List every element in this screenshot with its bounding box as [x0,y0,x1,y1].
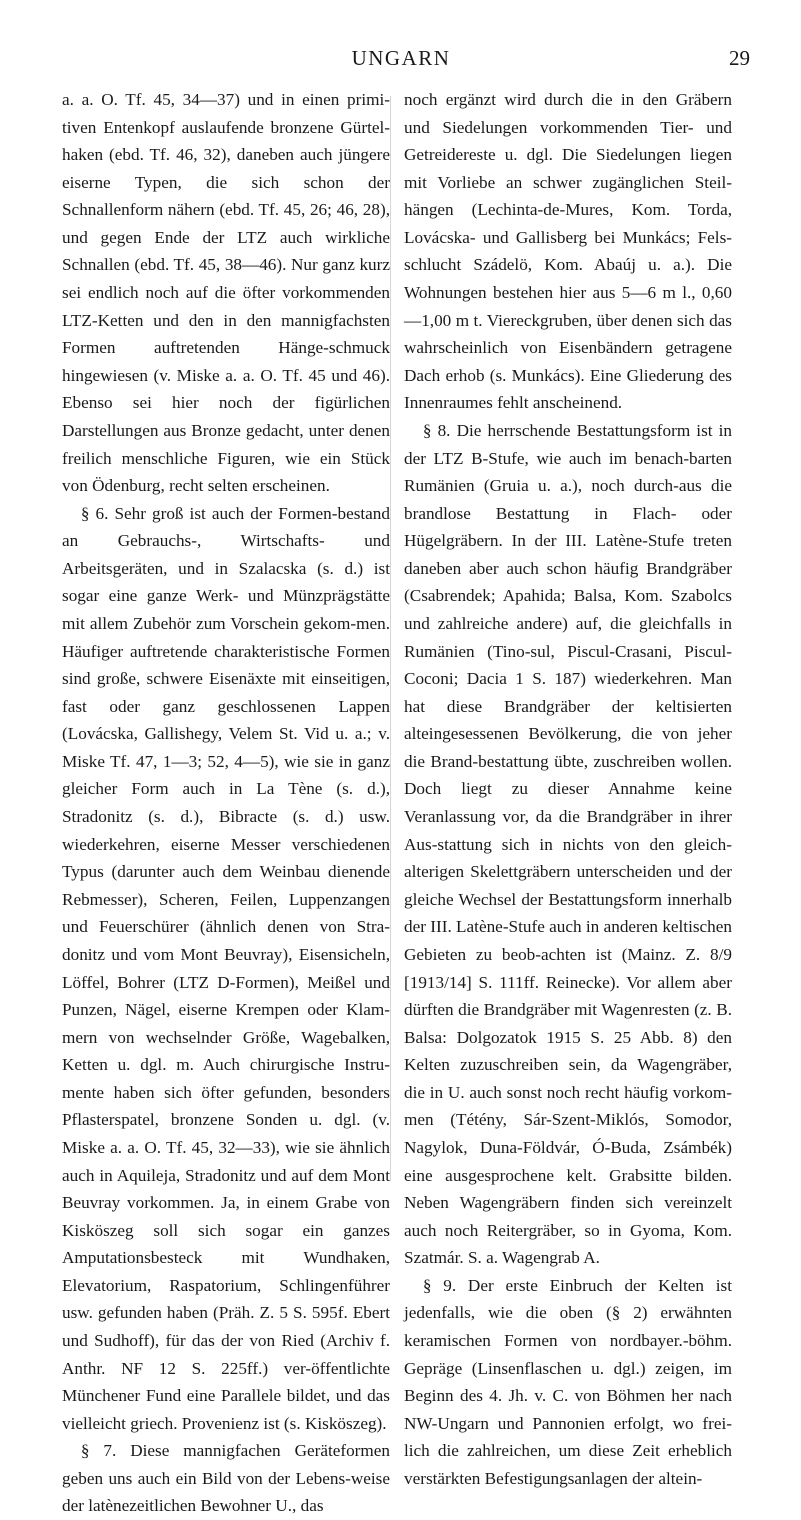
paragraph: noch ergänzt wird durch die in den Gräbern und Siedelungen vorkommenden Tier- und Getreidereste u. dgl. Die Siedelungen liegen mit Vorliebe an schwer zugänglichen Steil-hängen (Lechinta-de-Mures, Kom. Torda, Lovácska- und Gallisberg bei Munkács; Fels-schlucht Szádelö, Kom. Abaúj u. a.). Die Wohnungen bestehen hier aus 5—6 m l., 0,60 —1,00 m t. Viereckgruben, über denen sich das wahrscheinlich von Eisenbändern getragene Dach erhob (s. Munkács). Eine Gliederung des Innenraumes fehlt anscheinend. [404,90,732,413]
paragraph-section-6: § 6. Sehr groß ist auch der Formen-bestand an Gebrauchs-, Wirtschafts- und Arbeitsgeräten, und in Szalacska (s. d.) ist sogar eine ganze Werk- und Münzprägstätte mit allem Zubehör zum Vorschein gekom-men. Häufiger auftretende charakteristische Formen sind große, schwere Eisenäxte mit einseitigen, fast oder ganz geschlossenen Lappen (Lovácska, Gallishegy, Velem St. Vid u. a.; v. Miske Tf. 47, 1—3; 52, 4—5), wie sie in ganz gleicher Form auch in La Tène (s. d.), Stradonitz (s. d.), Bibracte (s. d.) usw. wiederkehren, eiserne Messer verschiedenen Typus (darunter auch dem Weinbau dienende Rebmesser), Scheren, Feilen, Luppenzangen und Feuerschürer (ähnlich denen von Stra-donitz und vom Mont Beuvray), Eisensicheln, Löffel, Bohrer (LTZ D-Formen), Meißel und Punzen, Nägel, eiserne Krempen oder Klam-mern von wechselnder Größe, Wagebalken, Ketten u. dgl. m. Auch chirurgische Instru-mente haben sich öfter gefunden, besonders Pflasterspatel, bronzene Sonden u. dgl. (v. Miske a. a. O. Tf. 45, 32—33), wie sie ähnlich auch in Aquileja, Stradonitz und auf dem Mont Beuvray vorkommen. Ja, in einem Grabe von Kisköszeg soll sich sogar ein ganzes Amputationsbesteck mit Wundhaken, Elevatorium, Raspatorium, Schlingenführer usw. gefunden haben (Präh. Z. 5 S. 595f. Ebert und Sudhoff), für das der von Ried (Archiv f. Anthr. NF 12 S. 225ff.) ver-öffentlichte Münchener Fund eine Parallele bildet, und das vielleicht griech. Provenienz ist (s. Kisköszeg). [62,503,390,1433]
column-divider [390,96,391,1181]
paragraph-section-7: § 7. Diese mannigfachen Geräteformen geben uns auch ein Bild von der Lebens-weise der latènezeitlichen Bewohner U., das [62,1441,390,1516]
running-title: UNGARN [351,46,451,70]
page-header [52,46,750,76]
paragraph-section-9: § 9. Der erste Einbruch der Kelten ist jedenfalls, wie die oben (§ 2) erwähnten keramischen Formen von nordbayer.-böhm. Gepräge (Linsenflaschen u. dgl.) zeigen, im Beginn des 4. Jh. v. C. von Böhmen her nach NW-Ungarn und Pannonien erfolgt, wo frei-lich die zahlreichen, um diese Zeit erheblich verstärkten Befestigungsanlagen der altein- [404,1275,732,1488]
left-column [62,86,390,1520]
paragraph: a. a. O. Tf. 45, 34—37) und in einen primi-tiven Entenkopf auslaufende bronzene Gürtel-haken (ebd. Tf. 46, 32), daneben auch jüngere eiserne Typen, die sich schon der Schnallenform nähern (ebd. Tf. 45, 26; 46, 28), und gegen Ende der LTZ auch wirkliche Schnallen (ebd. Tf. 45, 38—46). Nur ganz kurz sei endlich noch auf die öfter vorkommenden LTZ-Ketten und den in den mannigfachsten Formen auftretenden Hänge-schmuck hingewiesen (v. Miske a. a. O. Tf. 45 und 46). Ebenso sei hier noch der figürlichen Darstellungen aus Bronze gedacht, unter denen freilich menschliche Figuren, wie ein Stück von Ödenburg, recht selten erscheinen. [62,90,390,496]
page-number: 29 [729,46,750,70]
paragraph-section-8: § 8. Die herrschende Bestattungsform ist in der LTZ B-Stufe, wie auch im benach-barten Rumänien (Gruia u. a.), noch durch-aus die brandlose Bestattung in Flach- oder Hügelgräbern. In der III. Latène-Stufe treten daneben aber auch schon häufig Brandgräber (Csabrendek; Apahida; Balsa, Kom. Szabolcs und zahlreiche andere) auf, die gleichfalls in Rumänien (Tino-sul, Piscul-Crasani, Piscul-Coconi; Dacia 1 S. 187) wiederkehren. Man hat diese Brandgräber der keltisierten alteingesessenen Bevölkerung, die von jeher die Brand-bestattung übte, zuschreiben wollen. Doch liegt zu dieser Annahme keine Veranlassung vor, da die Brandgräber in ihrer Aus-stattung sich in nichts von den gleich-alterigen Skelettgräbern unterscheiden und der gleiche Wechsel der Bestattungsform innerhalb der III. Latène-Stufe auch in anderen keltischen Gebieten zu beob-achten ist (Mainz. Z. 8/9 [1913/14] S. 111ff. Reinecke). Vor allem aber dürften die Brandgräber mit Wagenresten (z. B. Balsa: Dolgozatok 1915 S. 25 Abb. 8) den Kelten zuzuschreiben sein, da Wagengräber, die in U. auch sonst noch recht häufig vorkom-men (Tétény, Sár-Szent-Miklós, Somodor, Nagylok, Duna-Földvár, Ó-Buda, Zsámbék) eine ausgesprochene kelt. Grabsitte bilden. Neben Wagengräbern finden sich vereinzelt auch noch Reitergräber, so in Gyoma, Kom. Szatmár. S. a. Wagengrab A. [404,420,732,1268]
right-column [404,86,732,1492]
